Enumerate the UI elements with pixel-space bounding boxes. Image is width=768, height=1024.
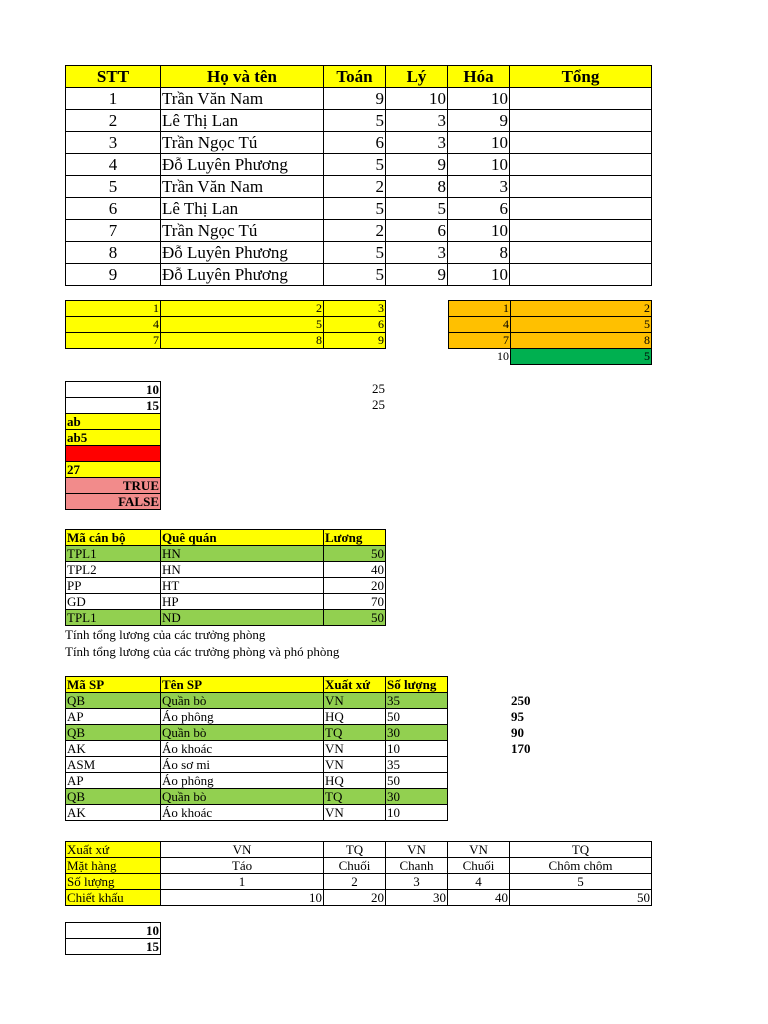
table-row — [66, 88, 652, 110]
cell[interactable]: 4 — [66, 154, 161, 176]
cell[interactable]: 30 — [386, 725, 448, 741]
table-row — [66, 874, 652, 890]
cell[interactable]: Lê Thị Lan — [161, 198, 324, 220]
table-row — [66, 110, 652, 132]
cell[interactable]: Trần Ngọc Tú — [161, 220, 324, 242]
cell[interactable]: Áo khoác — [161, 805, 324, 821]
cell[interactable]: ASM — [66, 757, 161, 773]
cell[interactable]: 9 — [448, 110, 510, 132]
cell[interactable]: 10 — [448, 132, 510, 154]
table-row — [66, 725, 448, 741]
table-row — [66, 462, 161, 478]
cell[interactable]: 5 — [386, 198, 448, 220]
table-row — [66, 858, 652, 874]
cell[interactable]: 10 — [448, 154, 510, 176]
cell[interactable]: Lê Thị Lan — [161, 110, 324, 132]
cell[interactable] — [510, 198, 652, 220]
cell[interactable]: Trần Ngọc Tú — [161, 132, 324, 154]
cell[interactable]: AK — [66, 805, 161, 821]
cell[interactable]: 2 — [66, 110, 161, 132]
sum-value[interactable]: 170 — [511, 741, 531, 756]
cell[interactable]: 50 — [510, 890, 652, 906]
table-row — [66, 478, 161, 494]
cell[interactable]: 10 — [386, 805, 448, 821]
cell[interactable]: VN — [161, 842, 324, 858]
cell[interactable]: 50 — [324, 546, 386, 562]
cell[interactable]: TPL1 — [66, 546, 161, 562]
header-total[interactable]: Tổng — [510, 66, 652, 88]
cell[interactable]: Quần bò — [161, 725, 324, 741]
table-row — [449, 301, 652, 317]
table-row — [66, 132, 652, 154]
cell[interactable]: 3 — [324, 301, 386, 317]
cell[interactable]: 6 — [324, 132, 386, 154]
header-stt[interactable]: STT — [66, 66, 161, 88]
header-staff-id[interactable]: Mã cán bộ — [66, 530, 161, 546]
cell[interactable]: HT — [161, 578, 324, 594]
cell[interactable]: Đỗ Luyên Phương — [161, 154, 324, 176]
table-row — [66, 741, 448, 757]
cell[interactable]: AP — [66, 709, 161, 725]
cell[interactable]: 1 — [66, 301, 161, 317]
cell[interactable]: 50 — [386, 709, 448, 725]
table-row — [66, 562, 386, 578]
misc-values-column — [65, 381, 161, 510]
table-row — [66, 693, 448, 709]
students-table — [65, 65, 652, 286]
cell[interactable]: 2 — [324, 220, 386, 242]
cell[interactable]: 10 — [66, 382, 161, 398]
header-origin[interactable]: Xuất xứ — [324, 677, 386, 693]
table-row — [66, 382, 161, 398]
cell[interactable]: 4 — [448, 874, 510, 890]
table-row — [66, 446, 161, 462]
header-chemistry[interactable]: Hóa — [448, 66, 510, 88]
table-row — [66, 494, 161, 510]
table-row — [66, 594, 386, 610]
cell[interactable]: Áo sơ mi — [161, 757, 324, 773]
cell[interactable]: 10 — [448, 88, 510, 110]
sum-value[interactable]: 250 — [511, 693, 531, 708]
label-item[interactable]: Mặt hàng — [66, 858, 161, 874]
table-row — [66, 154, 652, 176]
cell[interactable]: 35 — [386, 757, 448, 773]
staff-table — [65, 529, 386, 626]
cell[interactable]: 6 — [324, 317, 386, 333]
cell[interactable]: 10 — [448, 264, 510, 286]
bottom-values-column — [65, 922, 161, 955]
table-row — [449, 349, 652, 365]
cell[interactable]: 30 — [386, 890, 448, 906]
cell[interactable] — [510, 110, 652, 132]
cell[interactable]: 10 — [386, 741, 448, 757]
note-text: Tính tổng lương của các trưởng phòng — [65, 627, 266, 642]
cell[interactable]: 7 — [66, 220, 161, 242]
cell[interactable]: Áo phông — [161, 773, 324, 789]
cell[interactable]: 9 — [324, 333, 386, 349]
cell[interactable]: 70 — [324, 594, 386, 610]
cell[interactable]: TQ — [324, 725, 386, 741]
cell[interactable]: 5 — [324, 154, 386, 176]
cell[interactable] — [510, 264, 652, 286]
cell[interactable]: 8 — [511, 333, 652, 349]
header-name[interactable]: Họ và tên — [161, 66, 324, 88]
cell[interactable]: 4 — [66, 317, 161, 333]
cell[interactable]: 50 — [324, 610, 386, 626]
cell[interactable]: 8 — [161, 333, 324, 349]
cell[interactable]: 35 — [386, 693, 448, 709]
label-origin[interactable]: Xuất xứ — [66, 842, 161, 858]
header-physics[interactable]: Lý — [386, 66, 448, 88]
header-product-name[interactable]: Tên SP — [161, 677, 324, 693]
table-row — [66, 773, 448, 789]
cell[interactable]: Trần Văn Nam — [161, 176, 324, 198]
table-row — [66, 317, 386, 333]
cell[interactable]: 30 — [386, 789, 448, 805]
table-row — [66, 610, 386, 626]
cell[interactable]: Quần bò — [161, 789, 324, 805]
cell[interactable]: 5 — [66, 176, 161, 198]
table-row — [66, 398, 161, 414]
cell[interactable]: ND — [161, 610, 324, 626]
table-row — [66, 242, 652, 264]
students-header-row — [66, 66, 652, 88]
cell[interactable] — [510, 220, 652, 242]
cell[interactable]: Chuối — [324, 858, 386, 874]
cell[interactable]: 10 — [161, 890, 324, 906]
cell[interactable]: 20 — [324, 890, 386, 906]
products-header-row — [66, 677, 448, 693]
cell[interactable]: 5 — [161, 317, 324, 333]
cell[interactable]: 3 — [448, 176, 510, 198]
table-row — [66, 805, 448, 821]
cell[interactable]: 3 — [386, 874, 448, 890]
sum-value[interactable]: 90 — [511, 725, 524, 740]
cell[interactable]: Quần bò — [161, 693, 324, 709]
cell[interactable]: Áo khoác — [161, 741, 324, 757]
header-product-id[interactable]: Mã SP — [66, 677, 161, 693]
cell[interactable]: 2 — [511, 301, 652, 317]
cell[interactable]: AK — [66, 741, 161, 757]
cell[interactable]: 5 — [510, 874, 652, 890]
cell[interactable]: 5 — [511, 317, 652, 333]
cell[interactable] — [510, 88, 652, 110]
cell[interactable]: 6 — [386, 220, 448, 242]
cell[interactable]: TPL1 — [66, 610, 161, 626]
table-row — [66, 890, 652, 906]
cell[interactable]: Chuối — [448, 858, 510, 874]
cell[interactable]: 20 — [324, 578, 386, 594]
table-row — [66, 757, 448, 773]
header-salary[interactable]: Lương — [324, 530, 386, 546]
table-row — [449, 317, 652, 333]
note-text: Tính tổng lương của các trưởng phòng và phó phòng — [65, 644, 340, 659]
label-discount[interactable]: Chiết khấu — [66, 890, 161, 906]
table-row — [66, 301, 386, 317]
products-table — [65, 676, 448, 821]
cell[interactable] — [510, 176, 652, 198]
table-row — [66, 546, 386, 562]
cell[interactable]: 9 — [66, 264, 161, 286]
cell[interactable]: 9 — [324, 88, 386, 110]
cell[interactable]: TRUE — [66, 478, 161, 494]
cell[interactable]: 3 — [66, 132, 161, 154]
cell[interactable]: 10 — [66, 923, 161, 939]
cell[interactable]: Táo — [161, 858, 324, 874]
table-row — [449, 333, 652, 349]
cell[interactable]: HN — [161, 546, 324, 562]
cell[interactable]: 8 — [66, 242, 161, 264]
cell[interactable]: VN — [324, 693, 386, 709]
cell[interactable]: 10 — [448, 220, 510, 242]
cell[interactable]: 27 — [66, 462, 161, 478]
table-row — [66, 333, 386, 349]
table-row — [66, 176, 652, 198]
cell[interactable]: VN — [324, 805, 386, 821]
cell[interactable]: 5 — [324, 264, 386, 286]
cell[interactable]: 8 — [386, 176, 448, 198]
cell[interactable]: TQ — [324, 842, 386, 858]
table-row — [66, 578, 386, 594]
cell[interactable] — [510, 132, 652, 154]
yellow-number-grid — [65, 300, 386, 349]
cell[interactable]: VN — [324, 757, 386, 773]
cell[interactable]: 7 — [66, 333, 161, 349]
cell[interactable]: 9 — [386, 264, 448, 286]
table-row — [66, 220, 652, 242]
cell[interactable]: 50 — [386, 773, 448, 789]
cell[interactable]: VN — [448, 842, 510, 858]
cell[interactable]: HQ — [324, 709, 386, 725]
cell[interactable]: Áo phông — [161, 709, 324, 725]
table-row — [66, 939, 161, 955]
cell[interactable]: Chôm chôm — [510, 858, 652, 874]
header-quantity[interactable]: Số lượng — [386, 677, 448, 693]
cell[interactable]: 10 — [449, 349, 511, 365]
cell[interactable]: 3 — [386, 132, 448, 154]
orange-number-grid — [448, 300, 652, 365]
cell[interactable]: 2 — [324, 176, 386, 198]
cell[interactable]: ab — [66, 414, 161, 430]
cell[interactable]: VN — [386, 842, 448, 858]
cell[interactable] — [510, 154, 652, 176]
cell[interactable]: HQ — [324, 773, 386, 789]
cell[interactable]: 4 — [449, 317, 511, 333]
table-row — [66, 709, 448, 725]
cell[interactable]: 2 — [324, 874, 386, 890]
table-row — [66, 198, 652, 220]
cell[interactable] — [510, 242, 652, 264]
table-row — [66, 414, 161, 430]
cell[interactable]: 9 — [386, 154, 448, 176]
cell[interactable]: 6 — [448, 198, 510, 220]
sum-value[interactable]: 95 — [511, 709, 524, 724]
cell[interactable]: 3 — [386, 110, 448, 132]
cell[interactable]: FALSE — [66, 494, 161, 510]
cell[interactable]: 10 — [386, 88, 448, 110]
table-row — [66, 923, 161, 939]
cell[interactable]: ab5 — [66, 430, 161, 446]
cell[interactable]: QB — [66, 725, 161, 741]
side-value[interactable]: 25 — [372, 397, 385, 412]
side-value[interactable]: 25 — [372, 381, 385, 396]
table-row — [66, 264, 652, 286]
cell[interactable]: HP — [161, 594, 324, 610]
cell[interactable]: 5 — [324, 110, 386, 132]
cell[interactable]: TQ — [324, 789, 386, 805]
cell[interactable]: 5 — [511, 349, 652, 365]
discount-table — [65, 841, 652, 906]
cell[interactable]: 1 — [161, 874, 324, 890]
cell[interactable]: 1 — [449, 301, 511, 317]
cell[interactable]: HN — [161, 562, 324, 578]
cell[interactable]: 5 — [324, 198, 386, 220]
table-row — [66, 430, 161, 446]
cell[interactable]: 6 — [66, 198, 161, 220]
cell[interactable]: 40 — [448, 890, 510, 906]
label-quantity[interactable]: Số lượng — [66, 874, 161, 890]
cell[interactable]: TQ — [510, 842, 652, 858]
header-math[interactable]: Toán — [324, 66, 386, 88]
cell[interactable]: Đỗ Luyên Phương — [161, 264, 324, 286]
cell[interactable]: AP — [66, 773, 161, 789]
table-row — [66, 789, 448, 805]
cell[interactable]: 40 — [324, 562, 386, 578]
cell[interactable]: 8 — [448, 242, 510, 264]
cell[interactable]: Trần Văn Nam — [161, 88, 324, 110]
cell[interactable]: GD — [66, 594, 161, 610]
cell[interactable]: QB — [66, 693, 161, 709]
cell[interactable]: 3 — [386, 242, 448, 264]
cell[interactable]: Chanh — [386, 858, 448, 874]
cell[interactable]: Đỗ Luyên Phương — [161, 242, 324, 264]
header-hometown[interactable]: Quê quán — [161, 530, 324, 546]
cell[interactable]: 15 — [66, 398, 161, 414]
cell[interactable] — [66, 446, 161, 462]
cell[interactable]: TPL2 — [66, 562, 161, 578]
table-row — [66, 842, 652, 858]
cell[interactable]: 1 — [66, 88, 161, 110]
cell[interactable]: QB — [66, 789, 161, 805]
cell[interactable]: 15 — [66, 939, 161, 955]
cell[interactable]: 2 — [161, 301, 324, 317]
cell[interactable]: PP — [66, 578, 161, 594]
cell[interactable]: VN — [324, 741, 386, 757]
cell[interactable]: 7 — [449, 333, 511, 349]
cell[interactable]: 5 — [324, 242, 386, 264]
staff-header-row — [66, 530, 386, 546]
